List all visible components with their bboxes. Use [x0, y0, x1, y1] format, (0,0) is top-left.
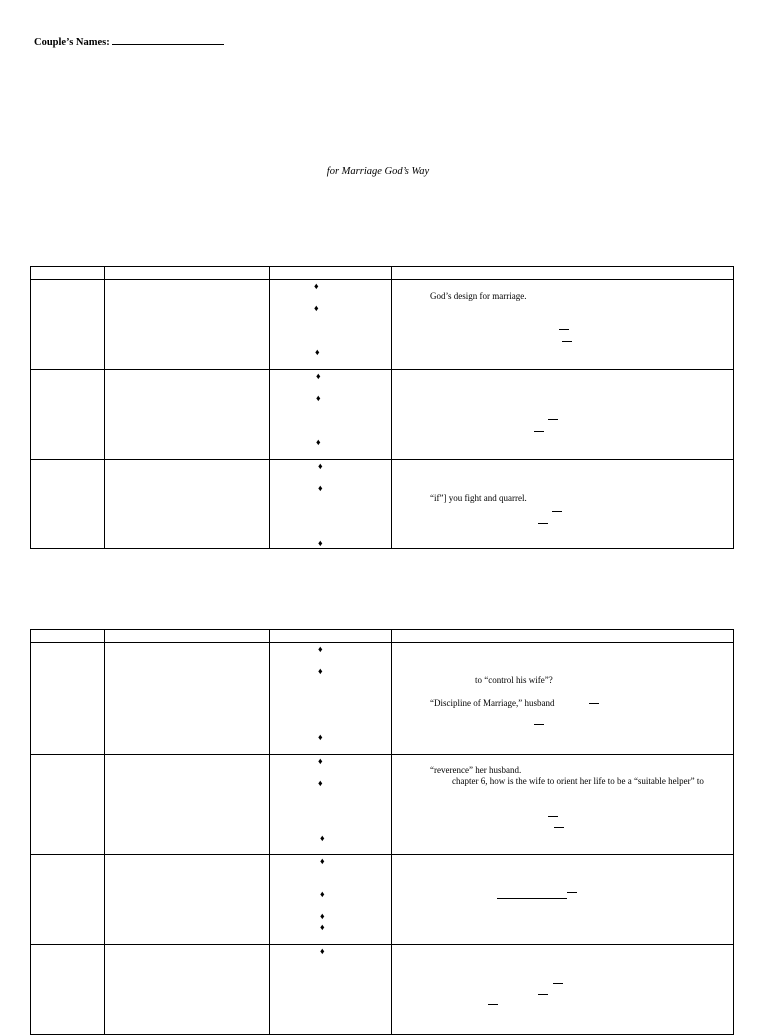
answer-blank [488, 1004, 498, 1005]
note-text: “Discipline of Marriage,” husband [430, 698, 555, 708]
date-cell [31, 945, 105, 1035]
answer-blank [559, 329, 569, 330]
assignment-cell [270, 945, 392, 1035]
notes-cell [392, 945, 734, 1035]
note-text: “reverence” her husband. [430, 765, 522, 775]
assignment-cell [270, 755, 392, 855]
table-row [31, 370, 734, 460]
table-row [31, 460, 734, 549]
date-cell [31, 370, 105, 460]
bullet-icon: ♦ [320, 889, 325, 899]
answer-blank [552, 511, 562, 512]
note-text: chapter 6, how is the wife to orient her life to be a “suitable helper” to [452, 776, 704, 786]
notes-cell [392, 755, 734, 855]
answer-blank [562, 341, 572, 342]
answer-blank [548, 419, 558, 420]
answer-blank [553, 983, 563, 984]
bullet-icon: ♦ [320, 833, 325, 843]
couple-names-label [34, 35, 224, 48]
bullet-icon: ♦ [318, 461, 323, 471]
bullet-icon: ♦ [318, 732, 323, 742]
date-cell [31, 460, 105, 549]
worksheet-table-1 [30, 266, 734, 549]
couple-names-blank-line [112, 35, 224, 45]
table-row [31, 755, 734, 855]
answer-blank [567, 892, 577, 893]
topic-cell [105, 855, 270, 945]
table-header-row [31, 630, 734, 643]
topic-cell [105, 370, 270, 460]
answer-blank [554, 827, 564, 828]
answer-blank [534, 724, 544, 725]
bullet-icon: ♦ [320, 911, 325, 921]
notes-cell [392, 643, 734, 755]
notes-cell [392, 855, 734, 945]
topic-cell [105, 460, 270, 549]
note-text: “if”] you fight and quarrel. [430, 493, 527, 503]
bullet-icon: ♦ [318, 538, 323, 548]
bullet-icon: ♦ [318, 483, 323, 493]
couple-names-text: Couple’s Names: [34, 37, 110, 48]
answer-blank [548, 816, 558, 817]
notes-cell [392, 460, 734, 549]
assignment-cell [270, 460, 392, 549]
notes-cell [392, 370, 734, 460]
bullet-icon: ♦ [320, 946, 325, 956]
bullet-icon: ♦ [318, 756, 323, 766]
topic-cell [105, 280, 270, 370]
date-cell [31, 643, 105, 755]
topic-cell [105, 643, 270, 755]
bullet-icon: ♦ [318, 666, 323, 676]
answer-blank [534, 431, 544, 432]
bullet-icon: ♦ [314, 303, 319, 313]
worksheet-table-2 [30, 629, 734, 1035]
answer-blank-long [497, 898, 567, 899]
topic-cell [105, 945, 270, 1035]
bullet-icon: ♦ [316, 437, 321, 447]
document-subtitle: for Marriage God’s Way [326, 166, 430, 177]
table-row [31, 855, 734, 945]
table-row [31, 643, 734, 755]
bullet-icon: ♦ [316, 371, 321, 381]
bullet-icon: ♦ [314, 281, 319, 291]
assignment-cell [270, 280, 392, 370]
notes-cell [392, 280, 734, 370]
date-cell [31, 755, 105, 855]
topic-cell [105, 755, 270, 855]
bullet-icon: ♦ [320, 922, 325, 932]
bullet-icon: ♦ [315, 347, 320, 357]
table-row [31, 280, 734, 370]
table-row [31, 945, 734, 1035]
assignment-cell [270, 643, 392, 755]
date-cell [31, 280, 105, 370]
bullet-icon: ♦ [320, 856, 325, 866]
assignment-cell [270, 370, 392, 460]
answer-blank [589, 703, 599, 704]
answer-blank [538, 994, 548, 995]
assignment-cell [270, 855, 392, 945]
bullet-icon: ♦ [318, 778, 323, 788]
date-cell [31, 855, 105, 945]
bullet-icon: ♦ [318, 644, 323, 654]
table-header-row [31, 267, 734, 280]
bullet-icon: ♦ [316, 393, 321, 403]
note-text: God’s design for marriage. [430, 291, 527, 301]
note-text: to “control his wife”? [475, 675, 553, 685]
answer-blank [538, 523, 548, 524]
